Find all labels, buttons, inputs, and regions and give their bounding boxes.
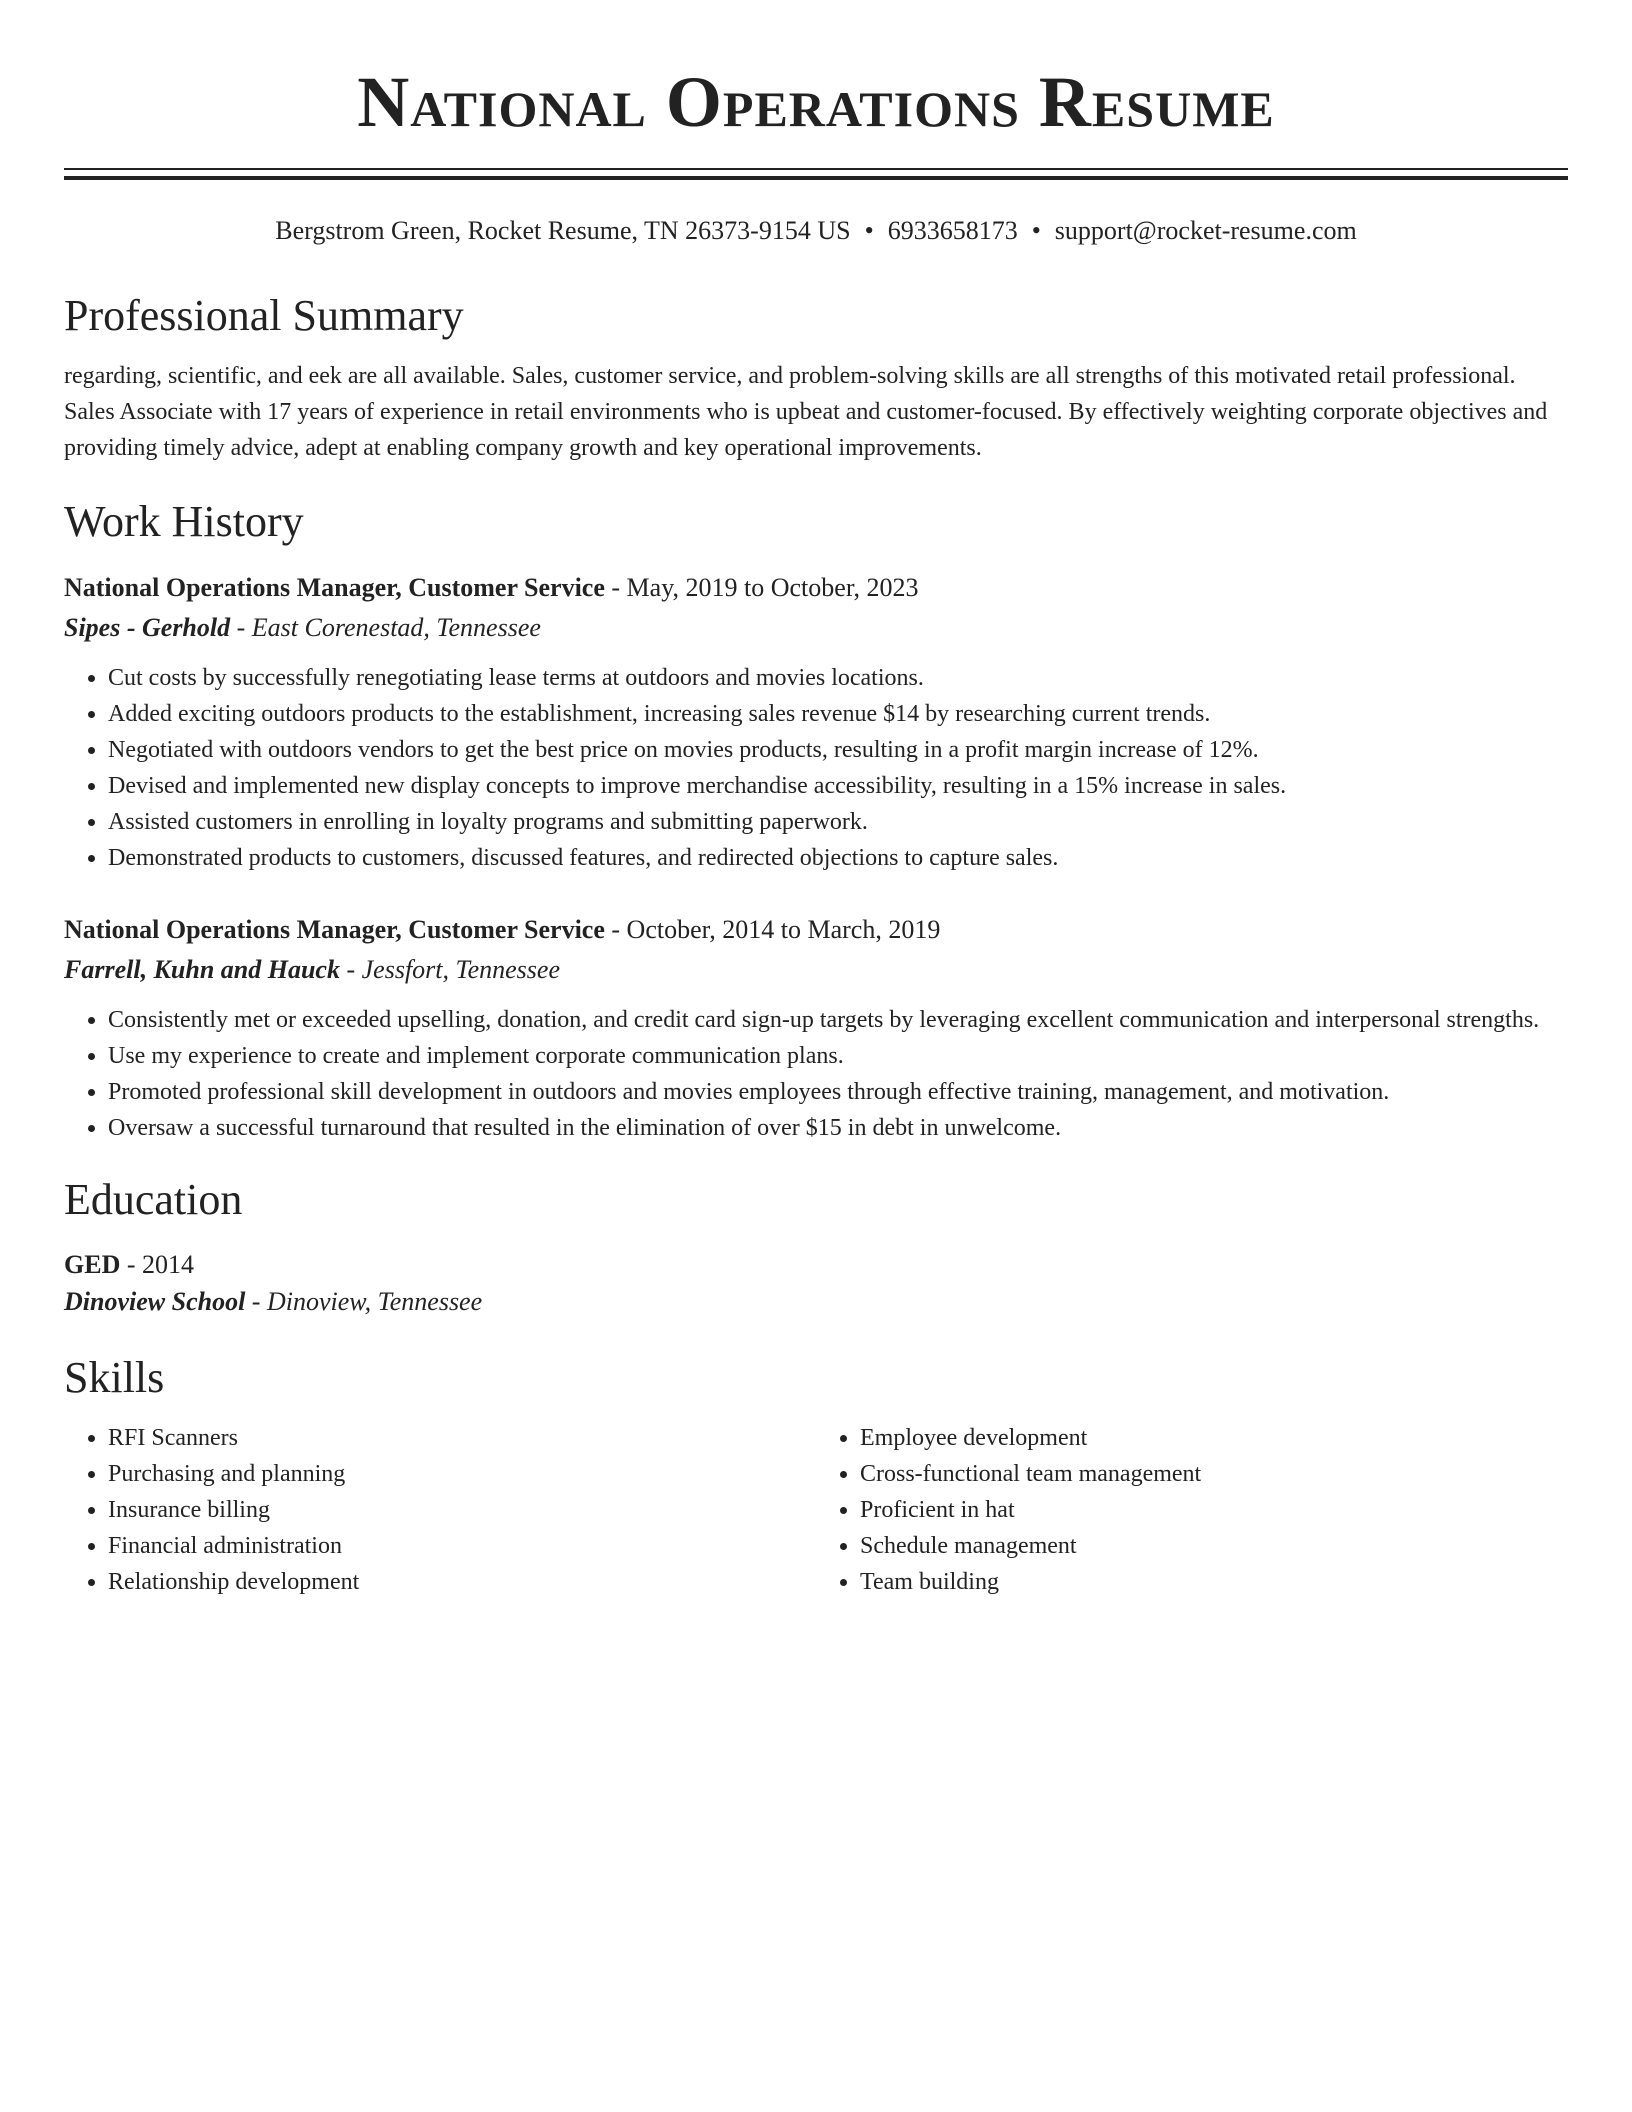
list-item: • Devised and implemented new display concepts to improve merchandise accessibility, resulting in a 15% increase in sales. bbox=[108, 768, 1568, 804]
degree-year: - 2014 bbox=[120, 1250, 195, 1279]
school-name: Dinoview School bbox=[64, 1287, 246, 1316]
job-company-line bbox=[64, 950, 1568, 990]
degree-line bbox=[64, 1246, 1568, 1283]
job-company-line bbox=[64, 608, 1568, 648]
skill-item: • Proficient in hat bbox=[860, 1492, 1568, 1528]
list-item: • Demonstrated products to customers, discussed features, and redirected objections to capture sales. bbox=[108, 840, 1568, 876]
contact-phone: 6933658173 bbox=[887, 216, 1018, 245]
list-item: • Assisted customers in enrolling in loyalty programs and submitting paperwork. bbox=[108, 804, 1568, 840]
resume-title: National Operations Resume bbox=[357, 62, 1275, 142]
skill-item: • Team building bbox=[860, 1564, 1568, 1600]
summary-heading: Professional Summary bbox=[64, 291, 464, 340]
list-item: • Added exciting outdoors products to the establishment, increasing sales revenue $14 by researching current trends. bbox=[108, 696, 1568, 732]
skill-item: • Relationship development bbox=[108, 1564, 816, 1600]
list-item: • Negotiated with outdoors vendors to get the best price on movies products, resulting in a profit margin increase of 12%. bbox=[108, 732, 1568, 768]
job-dates: - October, 2014 to March, 2019 bbox=[604, 915, 941, 944]
company-location: - Jessfort, Tennessee bbox=[339, 955, 560, 984]
education-entry bbox=[64, 1246, 1568, 1320]
school-location: - Dinoview, Tennessee bbox=[245, 1287, 483, 1316]
job-title-line bbox=[64, 568, 1568, 608]
skill-item: • Employee development bbox=[860, 1420, 1568, 1456]
contact-separator: • bbox=[864, 216, 874, 245]
contact-line bbox=[64, 214, 1568, 248]
job-bullet-list bbox=[64, 1002, 1568, 1146]
job-entry bbox=[64, 910, 1568, 1146]
list-item: • Use my experience to create and implement corporate communication plans. bbox=[108, 1038, 1568, 1074]
contact-separator: • bbox=[1031, 216, 1041, 245]
skill-item: • Cross-functional team management bbox=[860, 1456, 1568, 1492]
job-bullet-list bbox=[64, 660, 1568, 876]
job-title: National Operations Manager, Customer Service bbox=[64, 915, 605, 944]
summary-text: regarding, scientific, and eek are all available. Sales, customer service, and problem-solving skills are all strengths of this motivated retail professional. Sales Associate with 17 years of experience in retail environments who is upbeat and customer-focused. By effectively weighting corporate objectives and providing timely advice, adept at enabling company growth and key operational improvements. bbox=[64, 363, 1548, 461]
skill-item: • RFI Scanners bbox=[108, 1420, 816, 1456]
skill-item: • Financial administration bbox=[108, 1528, 816, 1564]
skill-item: • Purchasing and planning bbox=[108, 1456, 816, 1492]
skills-columns bbox=[64, 1420, 1568, 1600]
education-heading: Education bbox=[64, 1175, 243, 1224]
skills-list-right bbox=[816, 1420, 1568, 1600]
company-name: Sipes - Gerhold bbox=[64, 613, 231, 642]
contact-email: support@rocket-resume.com bbox=[1054, 216, 1357, 245]
contact-address: Bergstrom Green, Rocket Resume, TN 26373-9154 US bbox=[275, 216, 851, 245]
job-dates: - May, 2019 to October, 2023 bbox=[604, 573, 919, 602]
company-location: - East Corenestad, Tennessee bbox=[230, 613, 541, 642]
list-item: • Oversaw a successful turnaround that resulted in the elimination of over $15 in debt in unwelcome. bbox=[108, 1110, 1568, 1146]
list-item: • Cut costs by successfully renegotiating lease terms at outdoors and movies locations. bbox=[108, 660, 1568, 696]
degree-name: GED bbox=[64, 1250, 121, 1279]
title-divider-thin bbox=[64, 168, 1568, 170]
title-divider-thick bbox=[64, 176, 1568, 180]
skill-item: • Schedule management bbox=[860, 1528, 1568, 1564]
list-item: • Consistently met or exceeded upselling, donation, and credit card sign-up targets by leveraging excellent communication and interpersonal strengths. bbox=[108, 1002, 1568, 1038]
skills-heading: Skills bbox=[64, 1353, 165, 1402]
list-item: • Promoted professional skill development in outdoors and movies employees through effective training, management, and motivation. bbox=[108, 1074, 1568, 1110]
job-entry bbox=[64, 568, 1568, 876]
work-history-heading: Work History bbox=[64, 497, 304, 546]
company-name: Farrell, Kuhn and Hauck bbox=[64, 955, 340, 984]
skills-list-left bbox=[64, 1420, 816, 1600]
school-line bbox=[64, 1283, 1568, 1320]
job-title-line bbox=[64, 910, 1568, 950]
job-title: National Operations Manager, Customer Service bbox=[64, 573, 605, 602]
skill-item: • Insurance billing bbox=[108, 1492, 816, 1528]
